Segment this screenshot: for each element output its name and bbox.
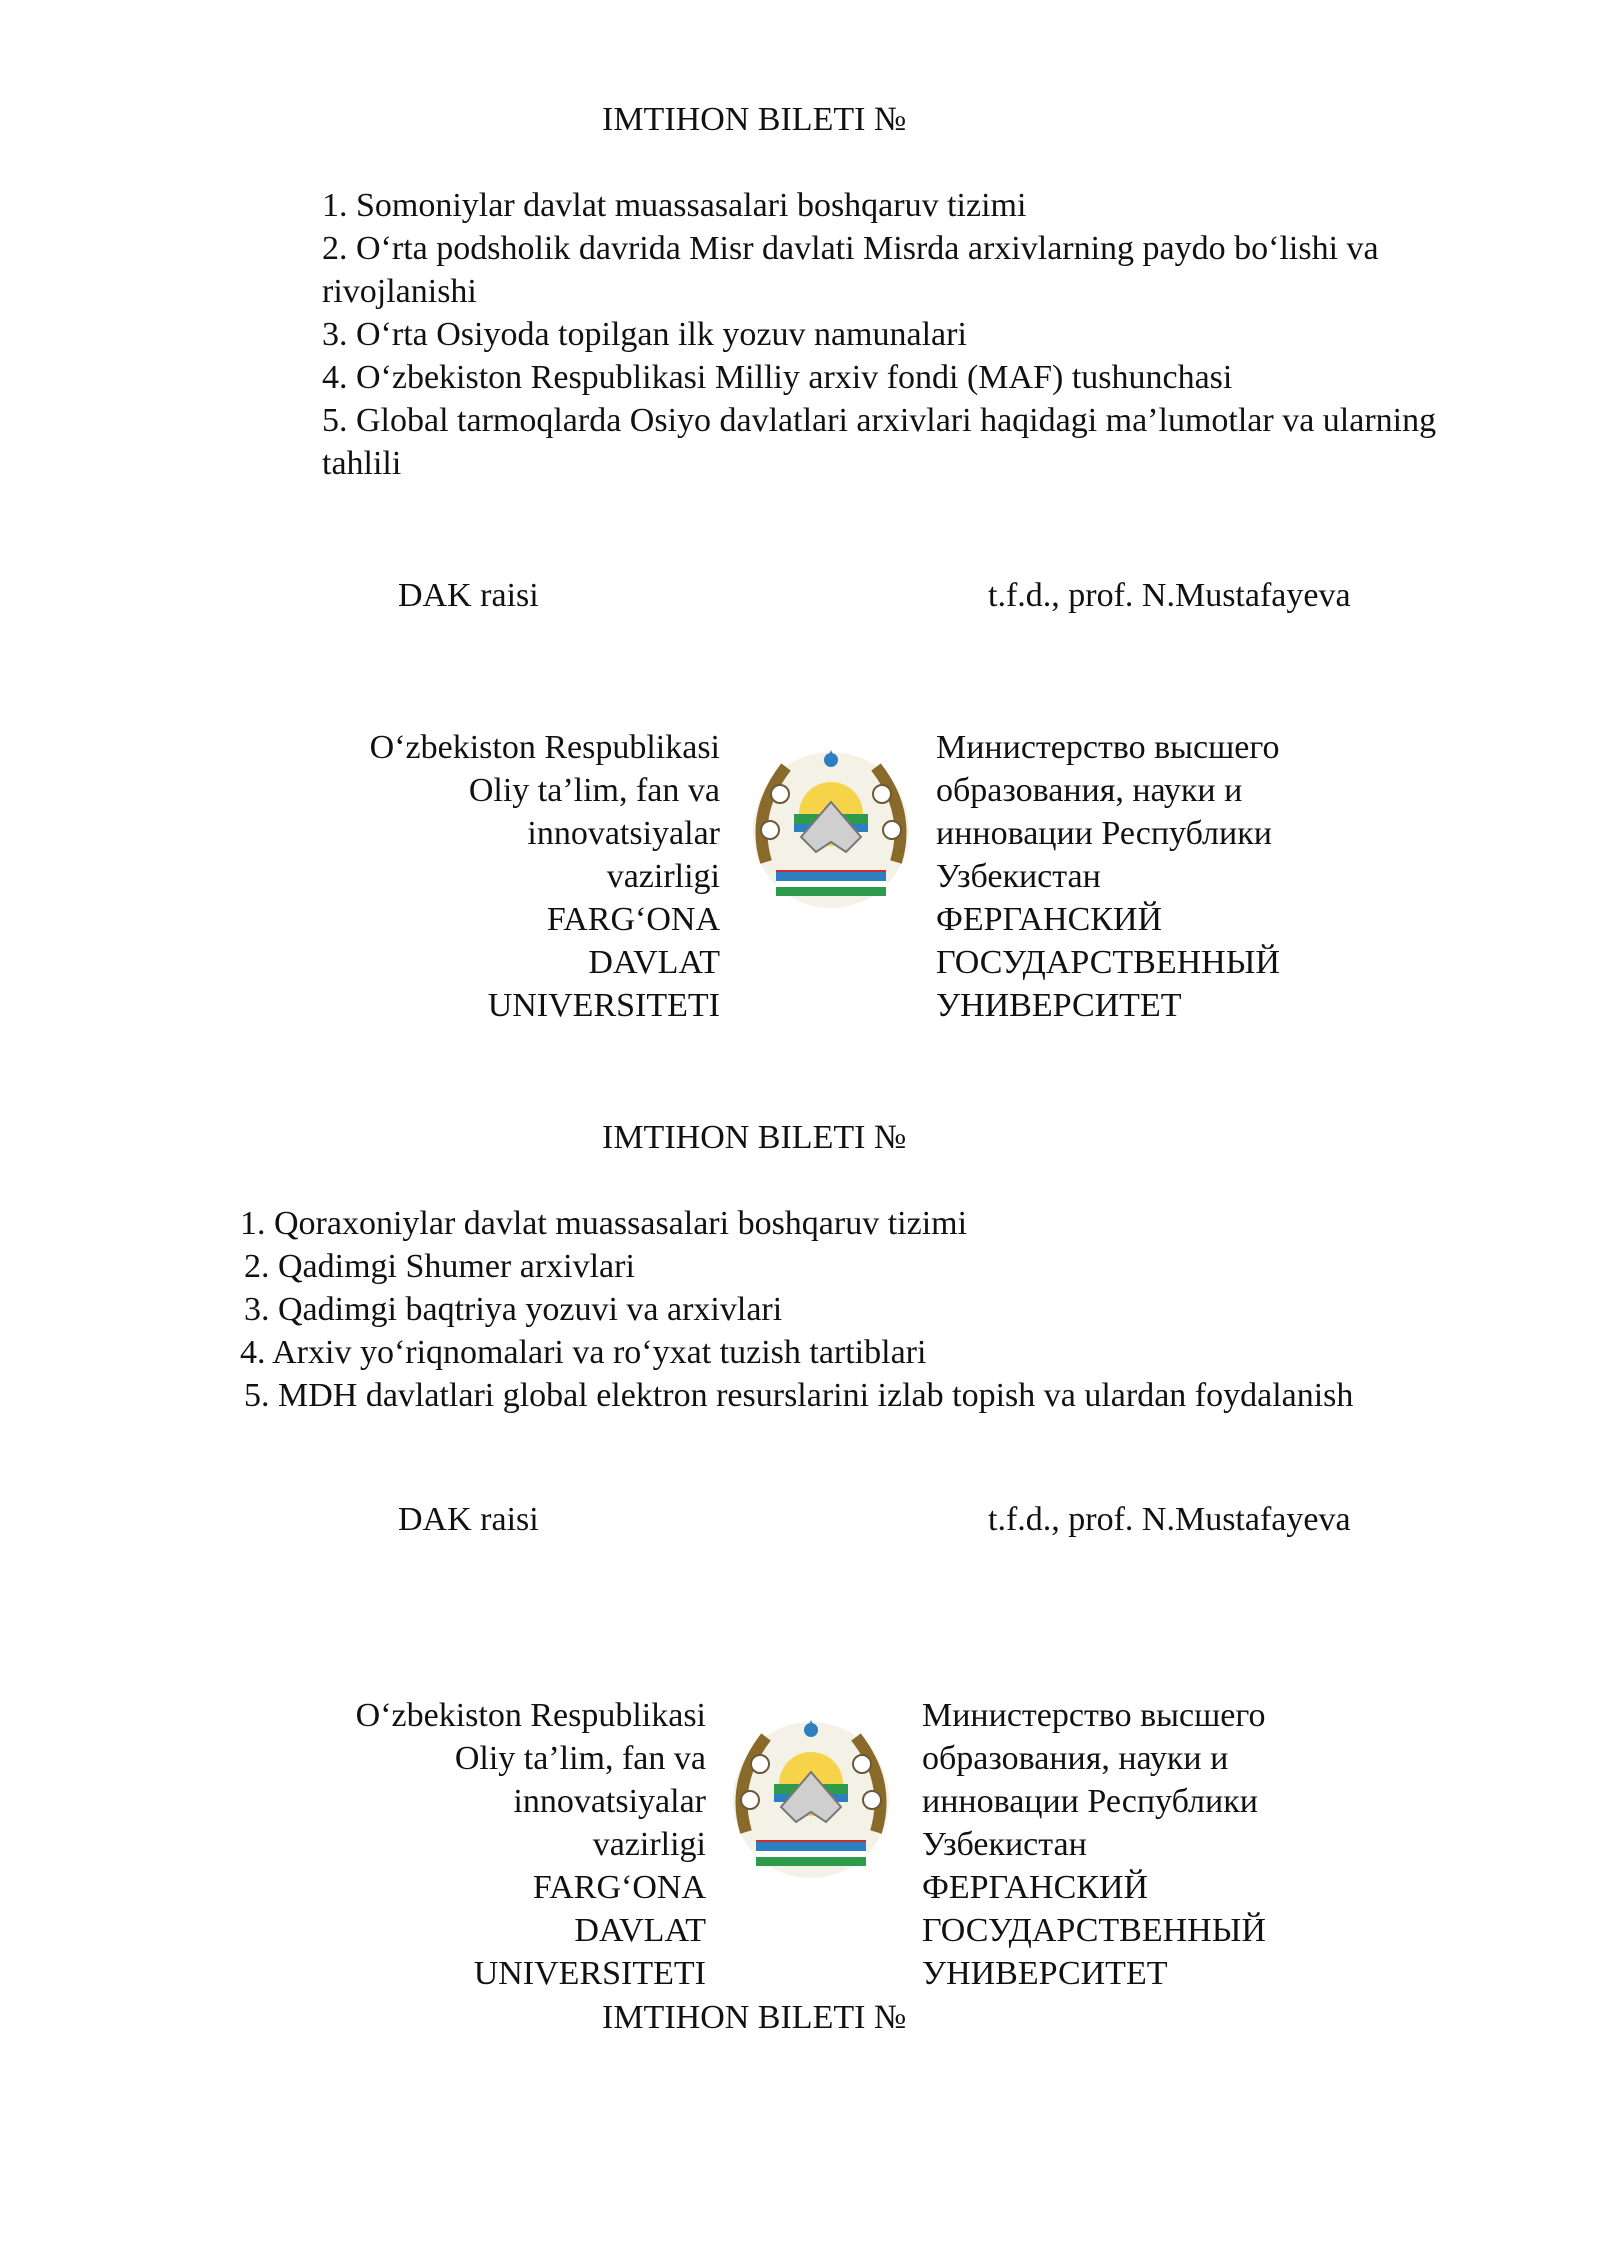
org-line: ГОСУДАРСТВЕННЫЙ	[936, 944, 1280, 981]
org-line: образования, науки и	[922, 1740, 1229, 1777]
org-line: инновации Республики	[922, 1783, 1258, 1820]
question-item: 1. Qoraxoniylar davlat muassasalari boshqaruv tizimi	[240, 1205, 968, 1242]
question-item: 5. Global tarmoqlarda Osiyo davlatlari arxivlari haqidagi ma’lumotlar va ularning tahlili	[322, 402, 1437, 482]
org-line: УНИВЕРСИТЕТ	[936, 987, 1182, 1024]
org-line: O‘zbekiston Respublikasi	[369, 729, 720, 766]
ticket-title: IMTIHON BILETI №	[602, 101, 907, 138]
org-line: UNIVERSITETI	[487, 987, 720, 1024]
question-item: 5. MDH davlatlari global elektron resurslarini izlab topish va ulardan foydalanish	[244, 1377, 1354, 1414]
org-line: DAVLAT	[588, 944, 720, 981]
signature-role: DAK raisi	[398, 577, 539, 614]
question-item: 2. O‘rta podsholik davrida Misr davlati Misrda arxivlarning paydo bo‘lishi va rivojlanishi	[322, 230, 1379, 310]
org-line: FARG‘ONA	[532, 1869, 706, 1906]
org-line: O‘zbekiston Respublikasi	[355, 1697, 706, 1734]
org-line: FARG‘ONA	[546, 901, 720, 938]
question-item: 1. Somoniylar davlat muassasalari boshqaruv tizimi	[322, 187, 1027, 224]
ticket-title: IMTIHON BILETI №	[602, 1119, 907, 1156]
org-line: УНИВЕРСИТЕТ	[922, 1955, 1168, 1992]
org-line: DAVLAT	[574, 1912, 706, 1949]
university-name-ru	[936, 726, 1280, 1027]
signature-name: t.f.d., prof. N.Mustafayeva	[988, 1501, 1351, 1538]
org-line: Министерство высшего	[922, 1697, 1266, 1734]
signature-role: DAK raisi	[398, 1501, 539, 1538]
org-line: vazirligi	[606, 858, 720, 895]
org-line: образования, науки и	[936, 772, 1243, 809]
university-name-ru	[922, 1694, 1266, 1995]
question-list	[240, 1202, 1540, 1417]
signature-name: t.f.d., prof. N.Mustafayeva	[988, 577, 1351, 614]
org-line: ФЕРГАНСКИЙ	[936, 901, 1163, 938]
org-line: innovatsiyalar	[527, 815, 720, 852]
org-line: Узбекистан	[922, 1826, 1087, 1863]
state-emblem-icon	[726, 1712, 896, 1882]
org-line: ГОСУДАРСТВЕННЫЙ	[922, 1912, 1266, 1949]
org-line: innovatsiyalar	[513, 1783, 706, 1820]
university-name-uz	[286, 1694, 706, 1995]
org-line: Oliy ta’lim, fan va	[454, 1740, 706, 1777]
question-item: 3. O‘rta Osiyoda topilgan ilk yozuv namunalari	[322, 316, 967, 353]
org-line: Узбекистан	[936, 858, 1101, 895]
org-line: vazirligi	[592, 1826, 706, 1863]
question-list	[322, 184, 1462, 485]
org-line: Министерство высшего	[936, 729, 1280, 766]
org-line: Oliy ta’lim, fan va	[468, 772, 720, 809]
question-item: 3. Qadimgi baqtriya yozuvi va arxivlari	[244, 1291, 783, 1328]
state-emblem-icon	[746, 742, 916, 912]
ticket-title: IMTIHON BILETI №	[602, 1999, 907, 2036]
question-item: 4. Arxiv yo‘riqnomalari va ro‘yxat tuzish tartiblari	[240, 1334, 927, 1371]
org-line: UNIVERSITETI	[473, 1955, 706, 1992]
org-line: ФЕРГАНСКИЙ	[922, 1869, 1149, 1906]
question-item: 4. O‘zbekiston Respublikasi Milliy arxiv fondi (MAF) tushunchasi	[322, 359, 1233, 396]
university-name-uz	[300, 726, 720, 1027]
org-line: инновации Республики	[936, 815, 1272, 852]
question-item: 2. Qadimgi Shumer arxivlari	[244, 1248, 635, 1285]
